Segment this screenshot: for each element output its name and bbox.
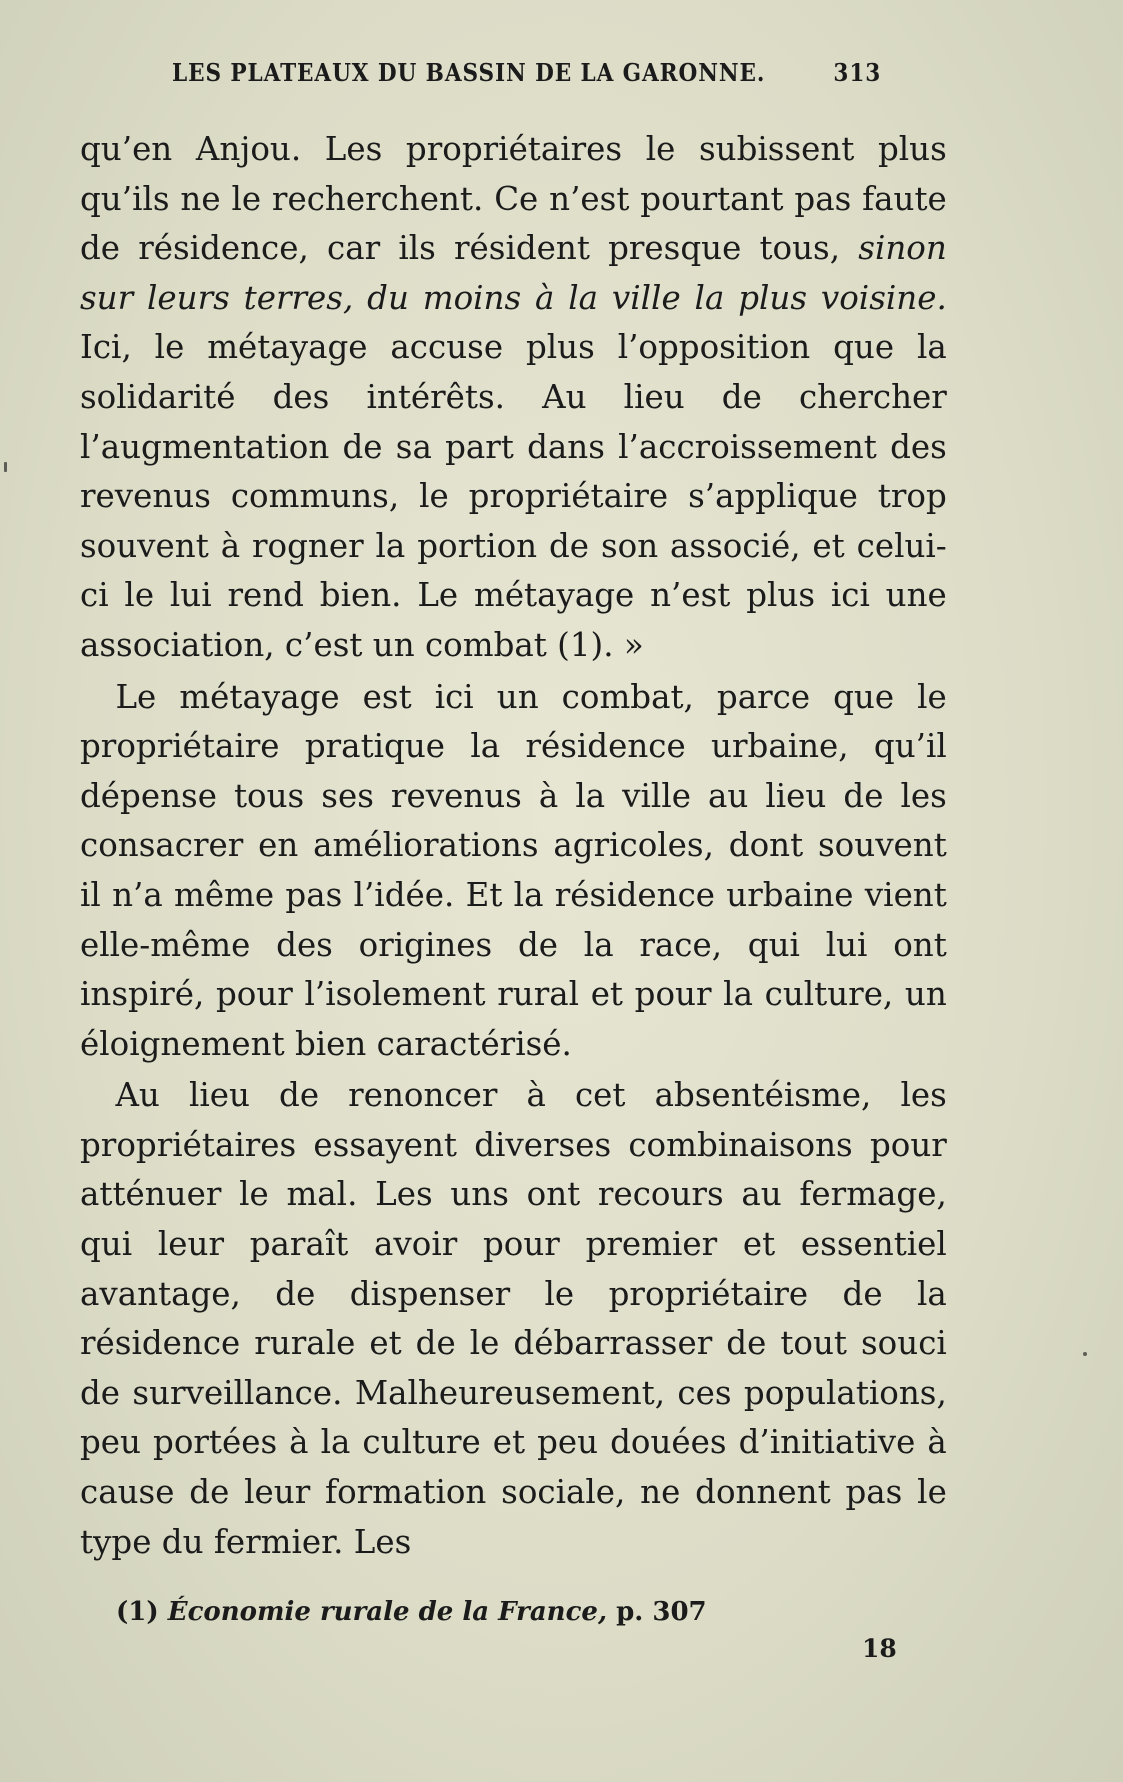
- paragraph-1-end: Ici, le métayage accuse plus l’opposition que la solidarité des intérêts. Au lieu de chercher l’augmentation de sa part dans l’accroissement des revenus communs, le propriétaire s’applique trop souvent à rogner la portion de son associé, et celui-ci le lui rend bien. Le métayage n’est plus ici une association, c’est un combat (1). »: [80, 327, 947, 664]
- paper-speck: [4, 462, 7, 472]
- footnote-marker: (1): [116, 1597, 168, 1627]
- body-text: [80, 124, 947, 1566]
- running-title: LES PLATEAUX DU BASSIN DE LA GARONNE.: [172, 58, 766, 87]
- paper-speck: [1083, 1352, 1087, 1356]
- paragraph-1-italic: sinon sur leurs terres, du moins à la ville la plus voisine.: [80, 228, 947, 317]
- paragraph-3: Au lieu de renoncer à cet absentéisme, les propriétaires essayent diverses combinaisons pour atténuer le mal. Les uns ont recours au fermage, qui leur paraît avoir pour premier et essentiel avantage, de dispenser le propriétaire de la résidence rurale et de le débarrasser de tout souci de surveillance. Malheureusement, ces populations, peu portées à la culture et peu douées d’initiative à cause de leur formation sociale, ne donnent pas le type du fermier. Les: [80, 1075, 947, 1561]
- page-number: 313: [833, 58, 882, 87]
- paragraph-2: Le métayage est ici un combat, parce que le propriétaire pratique la résidence urbaine, qu’il dépense tous ses revenus à la ville au lieu de les consacrer en améliorations agricoles, dont souvent il n’a même pas l’idée. Et la résidence urbaine vient elle-même des origines de la race, qui lui ont inspiré, pour l’isolement rural et pour la culture, un éloignement bien caractérisé.: [80, 676, 947, 1063]
- paragraph-1-start: qu’en Anjou. Les propriétaires le subissent plus qu’ils ne le recherchent. Ce n’est pourtant pas faute de résidence, car ils résident presque tous,: [80, 129, 947, 268]
- footnote: [116, 1597, 707, 1627]
- footnote-page-ref: p. 307: [607, 1597, 707, 1627]
- signature-mark: 18: [862, 1634, 897, 1663]
- footnote-source-title: Économie rurale de la France,: [167, 1597, 608, 1627]
- running-header: [172, 58, 881, 87]
- paragraph-1: [80, 124, 947, 670]
